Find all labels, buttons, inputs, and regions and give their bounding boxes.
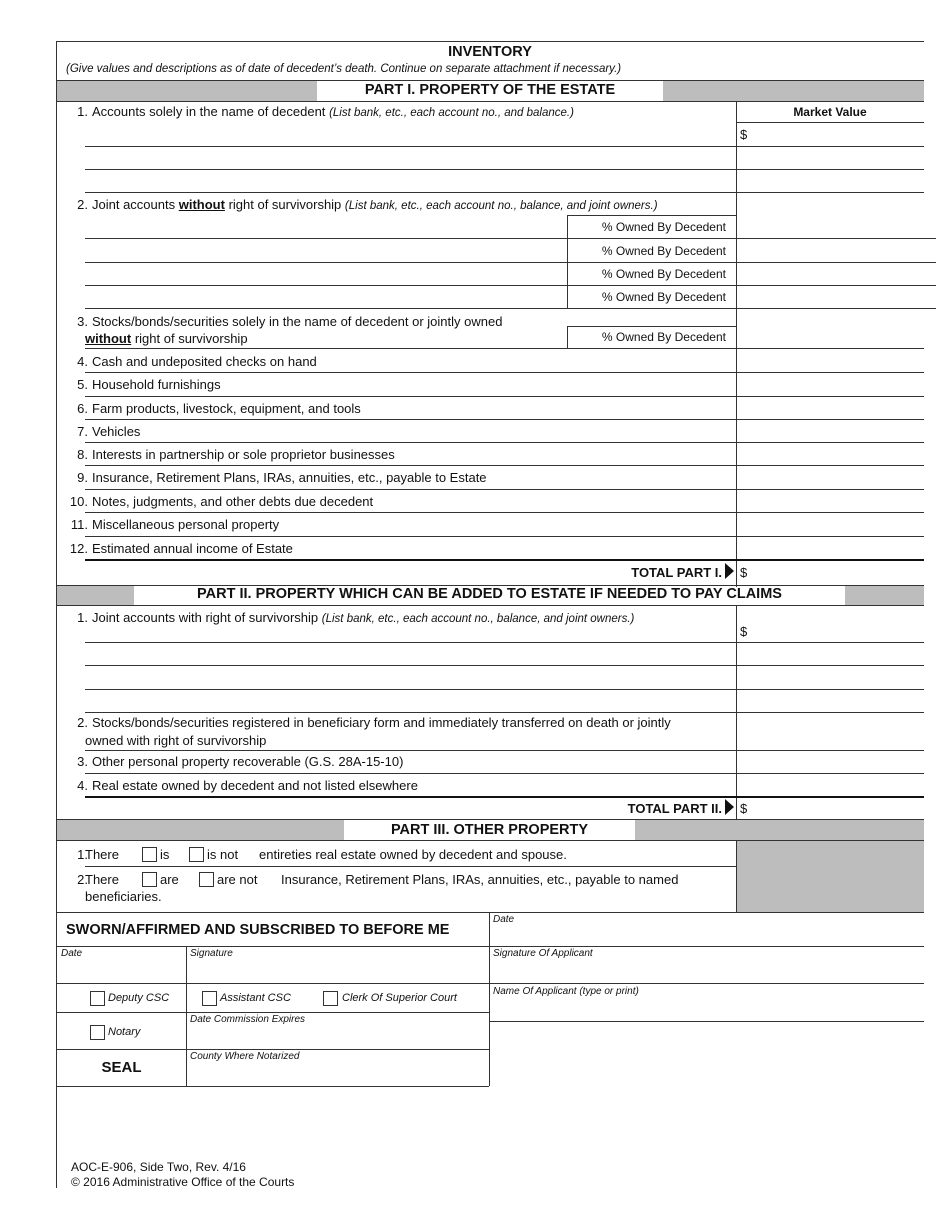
item-number: 2. <box>77 197 88 212</box>
part1-heading-top <box>57 80 924 81</box>
item-number: 3. <box>77 314 88 329</box>
part3-q1-is-checkbox[interactable] <box>142 847 157 862</box>
part1-item-row <box>62 354 317 369</box>
item-note: (List bank, etc., each account no., and balance.) <box>329 107 574 119</box>
part3-q2-are-checkbox[interactable] <box>142 872 157 887</box>
part1-heading-bottom <box>57 101 924 102</box>
assistant-csc-label: Assistant CSC <box>220 992 291 1004</box>
part2-mv-input-2[interactable] <box>740 729 924 749</box>
part3-q2-arenot-checkbox[interactable] <box>199 872 214 887</box>
part1-item1-line2 <box>85 169 736 170</box>
mv-line-2 <box>736 169 924 170</box>
sworn-grid-line-3 <box>57 1012 489 1013</box>
commission-expires-input[interactable] <box>190 1028 490 1046</box>
mv-line-item2-2 <box>736 262 924 263</box>
total-part2-dollar: $ <box>740 801 748 816</box>
right-date-input[interactable] <box>493 926 923 944</box>
form-top-border <box>56 41 924 42</box>
part3-q2-there: There <box>85 872 119 887</box>
deputy-csc-label: Deputy CSC <box>108 992 170 1004</box>
county-notarized-label: County Where Notarized <box>190 1051 300 1062</box>
part1-item-value-input[interactable] <box>740 422 924 442</box>
part1-heading-shade-right <box>663 80 924 101</box>
market-value-column-border <box>736 101 737 587</box>
part1-item-line <box>85 396 924 397</box>
part1-item2-label <box>62 197 658 212</box>
part1-item3-label-line2 <box>85 331 248 346</box>
part2-heading-shade-left <box>57 585 134 605</box>
part1-item-row <box>62 470 487 485</box>
part3-q2-are-label: are <box>160 872 179 887</box>
total-part1-arrow-icon <box>725 563 734 579</box>
part3-q2-number: 2. <box>77 872 88 887</box>
part1-item-line <box>85 372 924 373</box>
item-text: Farm products, livestock, equipment, and tools <box>92 401 361 416</box>
right-date-line <box>489 946 924 947</box>
signature-input[interactable] <box>190 962 490 980</box>
left-date-input[interactable] <box>61 962 187 980</box>
part1-item1-label <box>62 104 574 119</box>
mv-line-1 <box>736 146 924 147</box>
part1-item2-line3-input[interactable] <box>85 264 567 284</box>
part2-mv-input-1[interactable] <box>752 621 924 641</box>
sworn-heading: SWORN/AFFIRMED AND SUBSCRIBED TO BEFORE ME <box>66 922 450 938</box>
notary-checkbox[interactable] <box>90 1025 105 1040</box>
right-date-label: Date <box>493 914 515 925</box>
part1-item-value-input[interactable] <box>740 352 924 372</box>
sworn-grid-bottom <box>57 1086 489 1087</box>
owned-label-5: % Owned By Decedent <box>601 330 726 344</box>
part3-q1-isnot-label: is not <box>207 847 239 862</box>
part3-q1-text: entireties real estate owned by decedent and spouse. <box>259 847 567 862</box>
item-text: Vehicles <box>92 424 141 439</box>
part1-item-value-input[interactable] <box>740 468 924 488</box>
item-text: right of survivorship <box>228 197 342 212</box>
item-number: 10. <box>69 494 88 509</box>
part2-item1-line1-input[interactable] <box>85 621 737 641</box>
total-part1-input[interactable] <box>752 563 924 583</box>
part1-item2-line2-input[interactable] <box>85 241 567 261</box>
part1-item1-line3 <box>85 192 736 193</box>
part3-q1-there: There <box>85 847 119 862</box>
form-left-border <box>56 41 57 1188</box>
part2-mv-input-4[interactable] <box>740 775 924 795</box>
signature-label: Signature <box>190 948 233 959</box>
part2-heading-shade-right <box>845 585 924 605</box>
sworn-grid-line-2 <box>186 983 489 984</box>
item-emphasis: without <box>178 197 225 212</box>
part2-heading-bottom <box>57 605 924 606</box>
part3-q1-number: 1. <box>77 847 88 862</box>
part3-heading-shade-left <box>57 819 344 840</box>
copyright: © 2016 Administrative Office of the Courts <box>71 1175 295 1189</box>
form-instructions: (Give values and descriptions as of date of decedent’s death. Continue on separate attachment if necessary.) <box>66 63 622 75</box>
item-text: Insurance, Retirement Plans, IRAs, annuities, etc., payable to Estate <box>92 470 487 485</box>
part2-item1-line2-input[interactable] <box>85 644 737 664</box>
part3-q2-text-line2: beneficiaries. <box>85 889 162 904</box>
item-text: Notes, judgments, and other debts due decedent <box>92 494 374 509</box>
mv-line-3 <box>736 192 924 193</box>
total-part1-dollar: $ <box>740 565 748 580</box>
part3-q2-text: Insurance, Retirement Plans, IRAs, annuities, etc., payable to named <box>281 872 679 887</box>
part1-item-line <box>85 536 924 537</box>
part2-item4-line <box>85 796 924 798</box>
part1-item-row <box>62 447 395 462</box>
market-value-header-line <box>736 122 924 123</box>
item-text: Other personal property recoverable (G.S. 28A-15-10) <box>92 754 404 769</box>
form-title: INVENTORY <box>448 44 532 60</box>
owned-label-1: % Owned By Decedent <box>601 220 726 234</box>
item-number: 4. <box>77 354 88 369</box>
mv-line-item2-1 <box>736 238 924 239</box>
item-text: Real estate owned by decedent and not listed elsewhere <box>92 778 418 793</box>
item-text: Stocks/bonds/securities registered in beneficiary form and immediately transferred on death or jointly <box>92 715 671 730</box>
item-number: 1. <box>77 610 88 625</box>
seal-label: SEAL <box>101 1059 142 1076</box>
part1-item-line <box>85 465 924 466</box>
part2-item3-line <box>85 773 924 774</box>
part1-item-line <box>85 442 924 443</box>
applicant-sig-line <box>489 983 924 984</box>
clerk-checkbox[interactable] <box>323 991 338 1006</box>
item-number: 8. <box>77 447 88 462</box>
part2-mv-input-3[interactable] <box>740 752 924 772</box>
part2-item2-line <box>85 750 924 751</box>
notary-label: Notary <box>108 1026 141 1038</box>
part1-item2-top-rule <box>567 215 736 216</box>
part3-q2-arenot-label: are not <box>217 872 258 887</box>
part2-item1-dollar: $ <box>740 624 748 639</box>
total-part2-input[interactable] <box>752 799 924 819</box>
part1-item-row <box>62 494 373 509</box>
item-text: Stocks/bonds/securities solely in the name of decedent or jointly owned <box>92 314 503 329</box>
part1-item-value-input[interactable] <box>740 375 924 395</box>
part2-item4-label <box>62 778 418 793</box>
item-text: Estimated annual income of Estate <box>92 541 293 556</box>
item-number: 7. <box>77 424 88 439</box>
part3-heading-shade-right <box>635 819 924 840</box>
part1-item-value-input[interactable] <box>740 445 924 465</box>
item-number: 6. <box>77 401 88 416</box>
item-number: 2. <box>77 715 88 730</box>
owned-label-2: % Owned By Decedent <box>601 244 726 258</box>
item-text: Interests in partnership or sole proprietor businesses <box>92 447 395 462</box>
applicant-signature-label: Signature Of Applicant <box>493 948 593 959</box>
part1-item1-line1-input[interactable] <box>85 124 737 144</box>
part3-q1-line <box>85 866 736 867</box>
part1-heading: PART I. PROPERTY OF THE ESTATE <box>364 82 616 98</box>
part3-column-border <box>736 840 737 912</box>
part3-right-shade <box>737 841 924 912</box>
total-part2-arrow-icon <box>725 799 734 815</box>
owned-label-4: % Owned By Decedent <box>601 290 726 304</box>
part2-item3-label <box>62 754 403 769</box>
applicant-name-input[interactable] <box>493 1000 923 1018</box>
part1-item-row <box>62 424 140 439</box>
market-value-header: Market Value <box>793 105 867 119</box>
part3-q1-isnot-checkbox[interactable] <box>189 847 204 862</box>
item-number: 4. <box>77 778 88 793</box>
part1-item-line <box>85 419 924 420</box>
part1-item-row <box>62 401 361 416</box>
item-number: 11. <box>70 517 88 532</box>
left-date-label: Date <box>61 948 83 959</box>
part2-item1-line3 <box>85 689 924 690</box>
item-number: 12. <box>69 541 88 556</box>
item-number: 1. <box>77 104 88 119</box>
part2-heading: PART II. PROPERTY WHICH CAN BE ADDED TO ESTATE IF NEEDED TO PAY CLAIMS <box>197 586 782 602</box>
part3-heading: PART III. OTHER PROPERTY <box>390 822 589 838</box>
deputy-csc-checkbox[interactable] <box>90 991 105 1006</box>
item-note: (List bank, etc., each account no., balance, and joint owners.) <box>344 200 658 212</box>
mv-line-item2-4 <box>736 308 924 309</box>
part1-item-line <box>85 489 924 490</box>
form-id: AOC-E-906, Side Two, Rev. 4/16 <box>71 1160 246 1174</box>
part1-item3-label <box>62 314 502 329</box>
part1-item-value-input[interactable] <box>740 399 924 419</box>
owned-label-3: % Owned By Decedent <box>601 267 726 281</box>
sworn-grid-line-2-left <box>57 983 186 984</box>
part2-item1-line4 <box>85 712 924 713</box>
part1-item-value-input[interactable] <box>740 539 924 559</box>
applicant-name-label: Name Of Applicant (type or print) <box>493 986 639 997</box>
part1-item-row <box>62 377 221 392</box>
part1-item2-line4-input[interactable] <box>85 287 567 307</box>
part1-item-row <box>62 541 293 556</box>
item-text: Joint accounts with right of survivorship <box>92 610 319 625</box>
item-text: right of survivorship <box>134 331 248 346</box>
sworn-right-border <box>489 912 490 1086</box>
item-note: (List bank, etc., each account no., balance, and joint owners.) <box>321 613 635 625</box>
part1-item-value-input[interactable] <box>740 492 924 512</box>
applicant-name-line <box>489 1021 924 1022</box>
part1-item1-dollar: $ <box>740 127 748 142</box>
clerk-label: Clerk Of Superior Court <box>342 992 457 1004</box>
part3-q1-is-label: is <box>160 847 170 862</box>
item-text: Accounts solely in the name of decedent <box>92 104 326 119</box>
part1-item3-owned-top <box>567 326 736 327</box>
item-number: 5. <box>77 377 88 392</box>
item-text: Household furnishings <box>92 377 221 392</box>
total-part1-label: TOTAL PART I. <box>631 565 722 580</box>
item-text: Cash and undeposited checks on hand <box>92 354 317 369</box>
part2-item1-line3-input[interactable] <box>85 667 737 687</box>
item-text: Joint accounts <box>92 197 176 212</box>
part1-item1-line1 <box>85 146 736 147</box>
applicant-signature-input[interactable] <box>493 962 923 980</box>
part1-item1-line2-input[interactable] <box>85 148 737 168</box>
part1-item3-line <box>85 348 924 349</box>
assistant-csc-checkbox[interactable] <box>202 991 217 1006</box>
market-value-input-1[interactable] <box>752 125 924 145</box>
part2-item2-label-line2: owned with right of survivorship <box>85 733 267 748</box>
part2-item1-line2 <box>85 665 924 666</box>
part3-heading-top <box>57 819 924 820</box>
commission-expires-label: Date Commission Expires <box>190 1014 306 1025</box>
part1-item12-line <box>85 559 924 561</box>
sworn-grid-line-1 <box>57 946 489 947</box>
part2-item1-line1 <box>85 642 924 643</box>
county-notarized-input[interactable] <box>190 1065 490 1083</box>
part1-heading-shade-left <box>57 80 317 101</box>
part1-item-value-input[interactable] <box>740 515 924 535</box>
part1-item2-line1-input[interactable] <box>85 217 567 237</box>
total-part2-label: TOTAL PART II. <box>627 801 722 816</box>
item-text: Miscellaneous personal property <box>92 517 280 532</box>
sworn-top-line <box>57 912 924 913</box>
part1-item-row <box>62 517 279 532</box>
item-emphasis: without <box>85 331 132 346</box>
mv-line-item2-3 <box>736 285 924 286</box>
part1-item-line <box>85 512 924 513</box>
item-number: 9. <box>77 470 88 485</box>
sworn-grid-line-4 <box>57 1049 489 1050</box>
part2-item2-label <box>62 715 671 730</box>
item-number: 3. <box>77 754 88 769</box>
